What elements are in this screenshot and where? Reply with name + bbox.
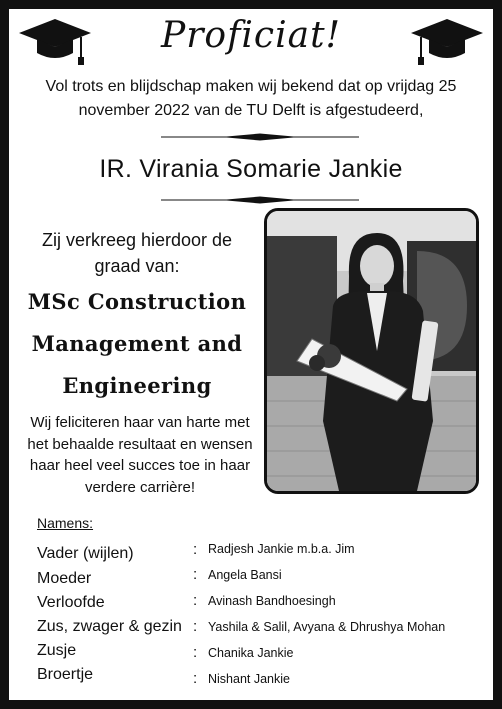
person-name: Angela Bansi	[208, 568, 282, 582]
separator-colon: :	[193, 618, 198, 635]
relation-label: Zus, zwager & gezin	[37, 618, 182, 635]
separator-colon: :	[193, 670, 198, 687]
person-name: Chanika Jankie	[208, 646, 294, 660]
degree-title: MSc Construction Management and Engineering	[27, 289, 247, 398]
person-name: Radjesh Jankie m.b.a. Jim	[208, 542, 355, 556]
names-heading: Namens:	[37, 515, 94, 531]
relation-label: Broertje	[37, 666, 94, 683]
separator-colon: :	[193, 541, 198, 558]
person-name: Nishant Jankie	[208, 672, 290, 686]
title: Proficiat!	[160, 15, 341, 56]
intro-text: Vol trots en blijdschap maken wij bekend dat op vrijdag 25 november 2022 van de TU Delft is afgestudeerd,	[45, 78, 457, 119]
relation-label: Verloofde	[37, 594, 105, 611]
graduate-name: IR. Virania Somarie Jankie	[99, 155, 403, 183]
person-name: Yashila & Salil, Avyana & Dhrushya Mohan	[208, 620, 446, 634]
separator-colon: :	[193, 592, 198, 609]
separator-colon: :	[193, 566, 198, 583]
graduate-photo	[264, 208, 479, 494]
separator-colon: :	[193, 644, 198, 661]
relation-label: Moeder	[37, 570, 92, 587]
ornamental-divider	[161, 195, 359, 205]
relation-label: Zusje	[37, 642, 77, 659]
ornamental-divider	[161, 132, 359, 142]
relation-label: Vader (wijlen)	[37, 545, 134, 562]
congratulations-text: Wij feliciteren haar van harte met het behaalde resultaat en wensen haar heel veel succes toe in haar verdere carrière!	[27, 414, 253, 496]
person-name: Avinash Bandhoesingh	[208, 594, 336, 608]
degree-intro: Zij verkreeg hierdoor de graad van:	[41, 230, 233, 276]
